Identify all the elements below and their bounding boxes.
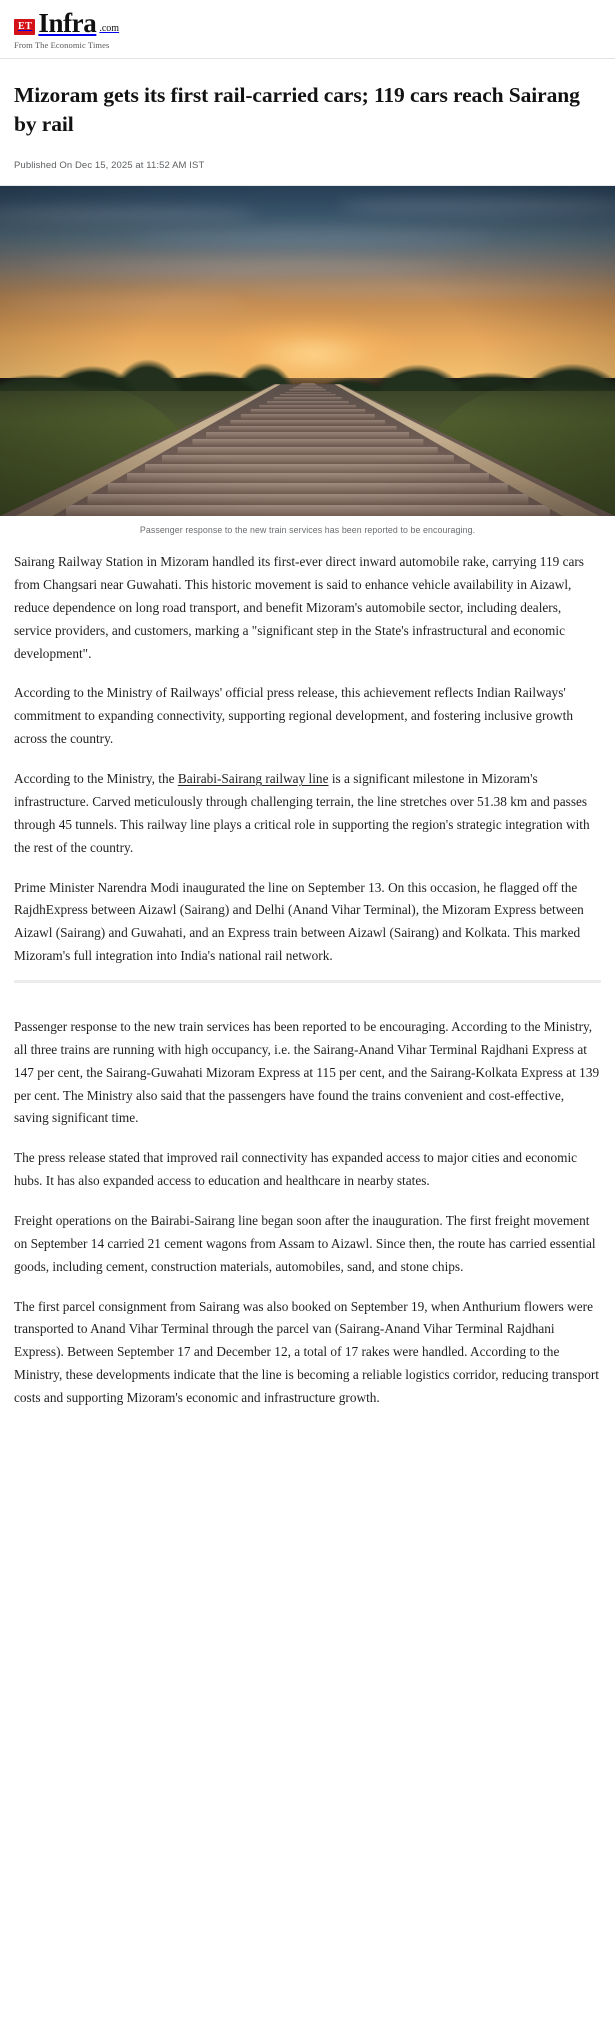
paragraph: Passenger response to the new train services has been reported to be encouraging. According to the Ministry, all three trains are running with high occupancy, i.e. the Sairang-Anand Vihar Terminal Rajdhani Express at 147 per cent, the Sairang-Guwahati Mizoram Express at 115 per cent, and the Sairang-Kolkata Express at 139 per cent. The Ministry also said that the passengers have found the trains convenient and cost-effective, saving significant time. <box>14 1018 600 1126</box>
paragraph: Sairang Railway Station in Mizoram handled its first-ever direct inward automobile rake, carrying 119 cars from Changsari near Guwahati. This historic movement is said to enhance vehicle availability in Aizawl, reduce dependence on long road transport, and benefit Mizoram's automobile sector, including dealers, service providers, and customers, marking a "significant step in the State's infrastructural and economic development". <box>14 554 584 661</box>
site-masthead <box>0 0 615 58</box>
article-body-top <box>0 535 615 968</box>
site-logo-word: Infra <box>38 8 97 38</box>
site-logo-suffix: .com <box>99 23 120 34</box>
bairabi-sairang-link[interactable]: Bairabi-Sairang railway line <box>177 771 329 787</box>
image-vignette <box>0 186 615 516</box>
paragraph: Prime Minister Narendra Modi inaugurated the line on September 13. On this occasion, he flagged off the RajdhExpress between Aizawl (Sairang) and Delhi (Anand Vihar Terminal), the Mizoram Express between Aizawl (Sairang) and Guwahati, and an Express train between Aizawl (Sairang) and Kolkata. This marked Mizoram's full integration into India's national rail network. <box>14 879 584 964</box>
page-bottom-space <box>0 1410 615 1424</box>
paragraph-with-link <box>14 768 601 859</box>
paragraph: According to the Ministry of Railways' official press release, this achievement reflects Indian Railways' commitment to expanding connectivity, supporting regional development, and fostering inclusive growth across the country. <box>14 685 573 747</box>
page-title: Mizoram gets its first rail-carried cars; 119 cars reach Sairang by rail <box>14 83 580 136</box>
paragraph: Freight operations on the Bairabi-Sairang line began soon after the inauguration. The first freight movement on September 14 carried 21 cement wagons from Assam to Aizawl. Since then, the route has carried essential goods, including cement, construction materials, automobiles, sand, and stone chips. <box>14 1212 596 1274</box>
article-body-bottom <box>0 1000 615 1410</box>
site-tagline: From The Economic Times <box>14 40 110 50</box>
publish-timestamp: Published On Dec 15, 2025 at 11:52 AM IST <box>14 160 205 172</box>
et-badge-icon: ET <box>14 19 35 35</box>
site-logo[interactable] <box>14 10 601 37</box>
text-after-link: is a significant milestone in Mizoram's infrastructure. Carved meticulously through challenging terrain, the line stretches over 51.38 km and passes through 45 tunnels. This railway line plays a critical role in supporting the region's strategic integration with the rest of the country. <box>14 771 590 855</box>
paragraph: The press release stated that improved rail connectivity has expanded access to major cities and economic hubs. It has also expanded access to education and healthcare in nearby states. <box>14 1150 578 1189</box>
hero-caption: Passenger response to the new train services has been reported to be encouraging. <box>139 525 476 536</box>
article-header <box>0 59 615 171</box>
section-divider <box>14 980 601 983</box>
hero-image <box>0 186 615 516</box>
text-before-link: According to the Ministry, the <box>14 771 178 787</box>
paragraph: The first parcel consignment from Sairang was also booked on September 19, when Anthurium flowers were transported to Anand Vihar Terminal through the parcel van (Sairang-Anand Vihar Terminal Rajdhani Express). Between September 17 and December 12, a total of 17 rakes were handled. According to the Ministry, these developments indicate that the line is becoming a reliable logistics corridor, reducing transport costs and supporting Mizoram's economic and infrastructure growth. <box>14 1298 599 1405</box>
